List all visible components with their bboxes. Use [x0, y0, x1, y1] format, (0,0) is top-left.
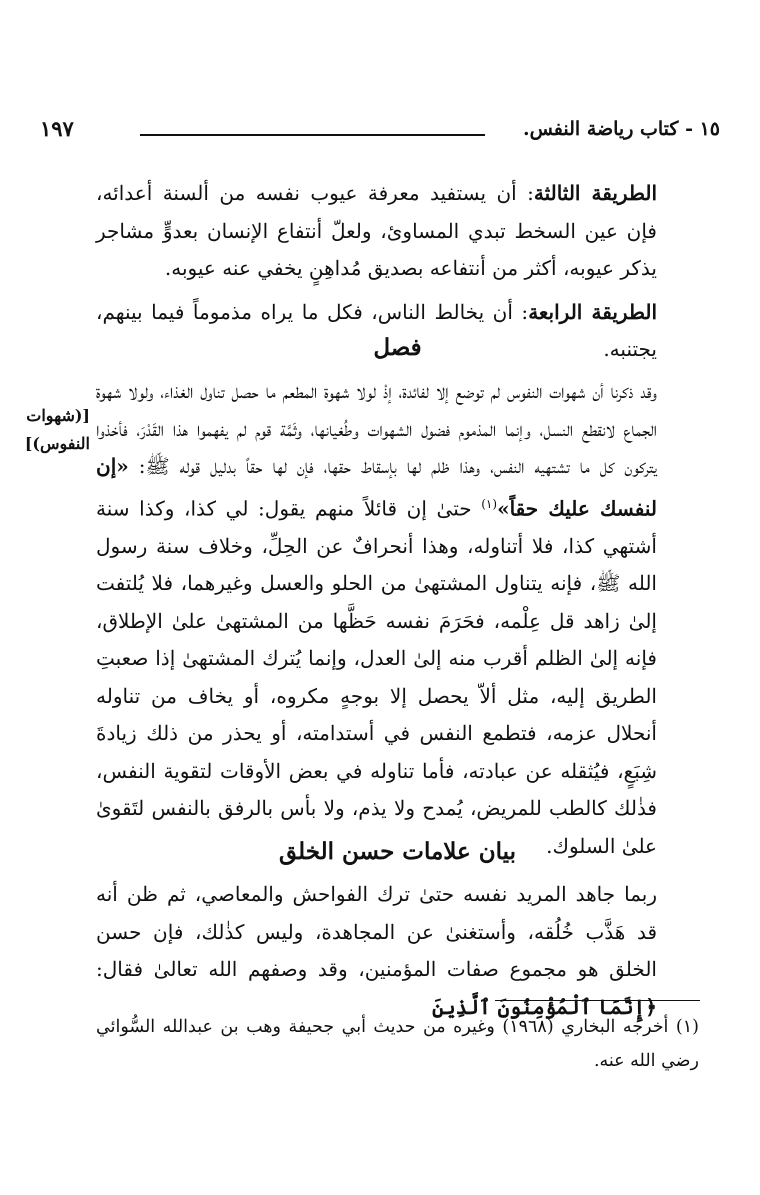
paragraph-fasl — [96, 373, 699, 865]
method-label: الطريقة الرابعة — [528, 299, 657, 324]
running-header — [40, 118, 720, 148]
fasl-text: حتىٰ إن قائلاً منهم يقول: لي كذا، وكذا سنة أشتهي كذا، فلا أتناوله، وهذا أنحرافٌ عن الحِلِّ، وخلاف سنة رسول الله ﷺ، فإنه يتناول المشتهىٰ من الحلو والعسل وغيرهما، فلا يُلتفت إلىٰ زاهد قل عِلْمه، فحَرَمَ نفسه حَظَّها من المشتهىٰ علىٰ الإطلاق، فإنه إلىٰ الظلم أقرب منه إلىٰ العدل، وإنما يُترك المشتهىٰ إذا صعبتِ الطريق إليه، مثل ألاّ يحصل إلا بوجهٍ مكروه، أو يخاف من تناوله أنحلال عزمه، فتطمع النفس في أستدامته، أو يحذر من ذلك زيادةَ شِبَعٍ، فيُثقله عن عبادته، فأما تناوله في بعض الأوقات لتقوية النفس، فذٰلك كالطب للمريض، يُمدح ولا يذم، ولا بأس بالرفق بالنفس لتَقوىٰ علىٰ السلوك. — [96, 496, 657, 858]
footnote: (١) أخرجه البخاري (١٩٦٨) وغيره من حديث أبي جحيفة وهب بن عبدالله السُّوائي رضي الله عنه. — [96, 1017, 699, 1071]
chapter-title: ١٥ - كتاب رياضة النفس. — [522, 118, 720, 140]
paragraph-text: ربما جاهد المريد نفسه حتىٰ ترك الفواحش والمعاصي، ثم ظن أنه قد هَذَّب خُلُقه، وأستغنىٰ عن المجاهدة، وليس كذٰلك، فإن حسن الخلق هو مجموع صفات المؤمنين، وقد وصفهم الله تعالىٰ فقال: — [96, 882, 657, 981]
paragraph-good-character — [96, 876, 699, 1026]
fasl-text: وقد ذكرنا أن شهوات النفوس لم توضع إلا لفائدة، إذْ لولا شهوة المطعم ما حصل تناول الغذاء، ولولا شهوة الجماع لانقطع النسل، وإنما المذموم فضول الشهوات وطُغيانها، وثَمَّة قوم لم يفهموا هذا القَدْرَ، فأخذوا يتركون كل ما تشتهيه النفس، وهذا ظلم لها بإسقاط حقها، فإن لها حقاً بدليل قوله ﷺ: — [96, 379, 657, 478]
method-text: : أن يخالط الناس، فكل ما يراه مذموماً فيما بينهم، يجتنبه. — [96, 299, 657, 361]
footnote-rule — [495, 1000, 700, 1001]
method-text: : أن يستفيد معرفة عيوب نفسه من ألسنة أعدائه، فإن عين السخط تبدي المساوئ، ولعلّ أنتفاع الإنسان بعدوٍّ مشاجر يذكر عيوبه، أكثر من أنتفاعه بصديق مُداهِنٍ يخفي عنه عيوبه. — [96, 181, 657, 280]
method-label: الطريقة الثالثة — [533, 181, 657, 205]
paragraph-third-method — [96, 175, 699, 288]
page-number: ١٩٧ — [40, 116, 74, 141]
hadith-quote: «إن لنفسك عليك حقاً» — [96, 454, 657, 521]
header-rule — [140, 134, 485, 136]
margin-note: [(شهوات النفوس)] — [24, 406, 90, 453]
section-heading: فصل — [373, 334, 422, 361]
quran-quote: ﴿إِنَّمَا ٱلْمُؤْمِنُونَ ٱلَّذِينَ — [432, 994, 657, 1019]
section-heading: بيان علامات حسن الخلق — [279, 838, 516, 865]
footnote-ref: (١) — [481, 496, 498, 511]
